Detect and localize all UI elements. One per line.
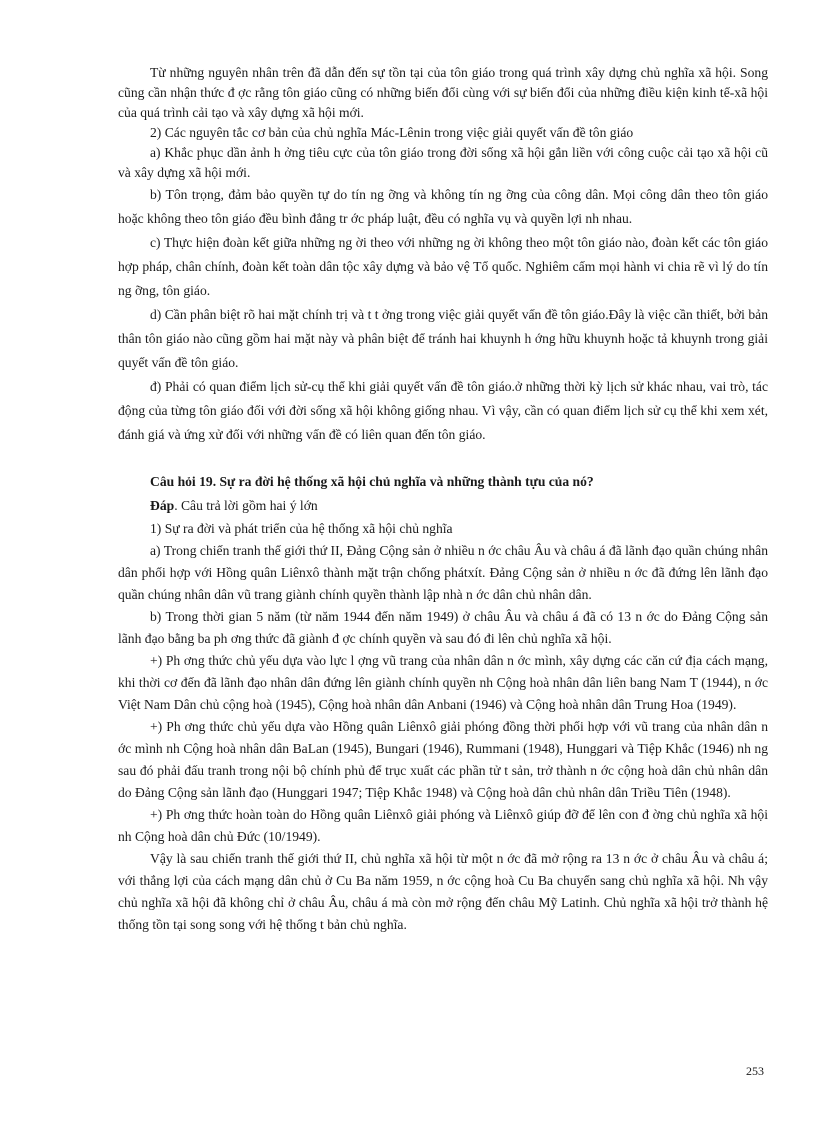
- paragraph-principle-b: b) Tôn trọng, đảm bảo quyền tự do tín ng ỡng và không tín ng ỡng của công dân. Mọi công dân theo tôn giáo hoặc không theo tôn giáo đều bình đẳng tr ớc pháp luật, đều có nghĩa vụ và quyền lợi nh nhau.: [118, 187, 768, 226]
- answer-intro: [118, 494, 768, 518]
- paragraph-method-2: +) Ph ơng thức chủ yếu dựa vào Hồng quân Liênxô giải phóng đồng thời phối hợp với vũ trang của nhân dân n ớc mình nh Cộng hoà nhân dân BaLan (1945), Bungari (1946), Rummani (1948), Hunggari và Tiệp Khắc (1946) nh ng sau đó phải đấu tranh trong nội bộ chính phủ để trục xuất các phần tử t sản, trở thành n ớc cộng hoà dân chủ nhân dân do Đảng Cộng sản lãnh đạo (Hunggari 1947; Tiệp Khắc 1948) và Cộng hoà dân chủ nhân dân Triều Tiên (1948).: [118, 719, 768, 800]
- paragraph-intro: Từ những nguyên nhân trên đã dẫn đến sự tồn tại của tôn giáo trong quá trình xây dựng chủ nghĩa xã hội. Song cũng cần nhận thức đ ợc rằng tôn giáo cũng có những biến đổi cùng với sự biến đổi của những điều kiện kinh tế-xã hội của quá trình cải tạo và xây dựng xã hội mới.: [118, 65, 768, 120]
- answer-label: Đáp: [150, 498, 175, 513]
- paragraph-section-1-heading: 1) Sự ra đời và phát triển của hệ thống xã hội chủ nghĩa: [150, 521, 453, 536]
- answer-text: . Câu trả lời gồm hai ý lớn: [174, 498, 318, 513]
- paragraph-principle-d: d) Cần phân biệt rõ hai mặt chính trị và t t ởng trong việc giải quyết vấn đề tôn giáo.Đây là việc cần thiết, bởi bản thân tôn giáo nào cũng gồm hai mặt này và phân biệt để tránh hai khuynh h ớng hữu khuynh hoặc tả khuynh trong giải quyết vấn đề tôn giáo.: [118, 307, 768, 370]
- paragraph-conclusion: Vậy là sau chiến tranh thế giới thứ II, chủ nghĩa xã hội từ một n ớc đã mở rộng ra 13 n ớc ở châu Âu và châu á; với thắng lợi của cách mạng dân chủ ở Cu Ba năm 1959, n ớc cộng hoà Cu Ba chuyển sang chủ nghĩa xã hội. Nh vậy chủ nghĩa xã hội đã không chỉ ở châu Âu, châu á mà còn mở rộng đến châu Mỹ Latinh. Chủ nghĩa xã hội trở thành hệ thống tồn tại song song với hệ thống t bản chủ nghĩa.: [118, 851, 768, 932]
- paragraph-principle-c: c) Thực hiện đoàn kết giữa những ng ời theo với những ng ời không theo một tôn giáo nào, đoàn kết các tôn giáo hợp pháp, chân chính, đoàn kết toàn dân tộc xây dựng và bảo vệ Tổ quốc. Nghiêm cấm mọi hành vi chia rẽ vì lý do tín ng ỡng, tôn giáo.: [118, 235, 768, 298]
- paragraph-section-1b: b) Trong thời gian 5 năm (từ năm 1944 đến năm 1949) ở châu Âu và châu á đã có 13 n ớc do Đảng Cộng sản lãnh đạo bằng ba ph ơng thức đã giành đ ợc chính quyền và sau đó đi lên chủ nghĩa xã hội.: [118, 609, 768, 646]
- page-body: [118, 63, 768, 936]
- paragraph-principle-a: a) Khắc phục dần ảnh h ởng tiêu cực của tôn giáo trong đời sống xã hội gắn liền với công cuộc cải tạo xã hội cũ và xây dựng xã hội mới.: [118, 145, 768, 180]
- paragraph-principle-dd: đ) Phải có quan điểm lịch sử-cụ thể khi giải quyết vấn đề tôn giáo.ở những thời kỳ lịch sử khác nhau, vai trò, tác động của từng tôn giáo đối với đời sống xã hội không giống nhau. Vì vậy, cần có quan điểm lịch sử cụ thể khi xem xét, đánh giá và ứng xử đối với những vấn đề có liên quan đến tôn giáo.: [118, 379, 768, 442]
- paragraph-principles-heading: 2) Các nguyên tắc cơ bản của chủ nghĩa Mác-Lênin trong việc giải quyết vấn đề tôn giáo: [150, 125, 634, 140]
- paragraph-method-1: +) Ph ơng thức chủ yếu dựa vào lực l ợng vũ trang của nhân dân n ớc mình, xây dựng các căn cứ địa cách mạng, khi thời cơ đến đã lãnh đạo nhân dân đứng lên giành chính quyền nh Cộng hoà nhân dân liên bang Nam T (1944), n ớc Việt Nam Dân chủ cộng hoà (1945), Cộng hoà nhân dân Anbani (1946) và Cộng hoà nhân dân Trung Hoa (1949).: [118, 653, 768, 712]
- section-gap: [118, 447, 768, 470]
- page-number: 253: [746, 1064, 764, 1078]
- question-heading: Câu hỏi 19. Sự ra đời hệ thống xã hội chủ nghĩa và những thành tựu của nó?: [150, 474, 594, 489]
- paragraph-section-1a: a) Trong chiến tranh thế giới thứ II, Đảng Cộng sản ở nhiều n ớc châu Âu và châu á đã lãnh đạo quần chúng nhân dân phối hợp với Hồng quân Liênxô thành mặt trận chống phátxít. Đảng Cộng sản ở nhiều n ớc đã đứng lên lãnh đạo quần chúng nhân dân vũ trang giành chính quyền thành lập nhà n ớc dân chủ nhân dân.: [118, 543, 768, 602]
- paragraph-method-3: +) Ph ơng thức hoàn toàn do Hồng quân Liênxô giải phóng và Liênxô giúp đỡ để lên con đ ờng chủ nghĩa xã hội nh Cộng hoà dân chủ Đức (10/1949).: [118, 807, 768, 844]
